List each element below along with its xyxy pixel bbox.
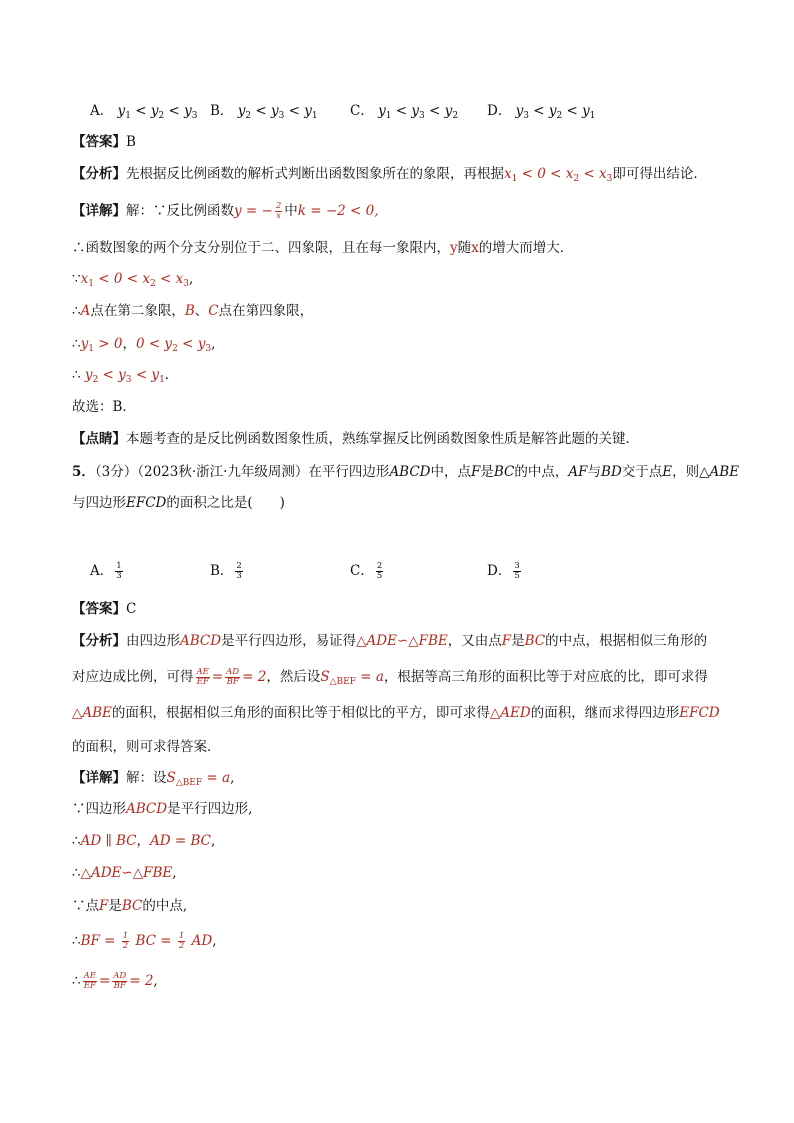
q4-option-a[interactable]: A． $y_1 < y_2 < y_3$ <box>90 103 198 121</box>
q4-option-c-expr: $y_1 < y_3 < y_2$ <box>378 103 459 121</box>
question-meta: （3分）（2023秋·浙江·九年级周测） <box>94 464 309 480</box>
analysis-math: $x_1 < 0 < x_2 < x_3$ <box>504 166 613 184</box>
analysis-tag: 【分析】 <box>72 633 126 649</box>
q4-option-d-expr: $y_3 < y_2 < y_1$ <box>515 103 596 121</box>
q4-option-b-expr: $y_2 < y_3 < y_1$ <box>237 103 318 121</box>
q4-option-b[interactable]: B． $y_2 < y_3 < y_1$ <box>210 103 318 121</box>
q5-option-c[interactable]: C． $\frac{2}{5}$ <box>350 561 383 581</box>
q5-analysis-line-4: 的面积，则可求得答案． <box>72 739 221 755</box>
q4-step-2: $\because x_1 < 0 < x_2 < x_3$, <box>72 271 194 289</box>
q4-step-3: ∴A点在第二象限，B、C点在第四象限， <box>72 303 314 319</box>
q4-step-4: $\therefore y_1 > 0$，$0 < y_2 < y_3$, <box>72 336 216 354</box>
q4-option-c[interactable]: C． $y_1 < y_3 < y_2$ <box>350 103 459 121</box>
q5-analysis-line-1: 【分析】由四边形ABCD是平行四边形，易证得△ADE∽△FBE，又由点F是BC的中点，根据相似三角形的 <box>72 633 708 649</box>
area-expression: $S_{\triangle BEF} = a$ <box>320 669 384 687</box>
q5-option-d-fraction: $\frac{3}{5}$ <box>514 561 520 581</box>
ratio-expression: $\frac{AE}{EF}$ = $\frac{AD}{BF}$ = 2 <box>196 667 267 687</box>
answer-tag: 【答案】 <box>72 601 126 617</box>
q5-option-b[interactable]: B． $\frac{2}{3}$ <box>210 561 242 581</box>
q4-option-a-expr: $y_1 < y_2 < y_3$ <box>117 103 198 121</box>
q5-answer-line <box>72 598 764 620</box>
q4-comment-line: 【点睛】本题考查的是反比例函数图象性质，熟练掌握反比例函数图象性质是解答此题的关键． <box>72 431 639 447</box>
analysis-tag: 【分析】 <box>72 166 126 182</box>
answer-value: B <box>126 134 136 150</box>
q4-answer-line <box>72 131 764 153</box>
q5-option-a-fraction: $\frac{1}{3}$ <box>116 561 122 581</box>
detail-tag: 【详解】 <box>72 203 126 219</box>
detail-tag: 【详解】 <box>72 770 126 786</box>
q5-option-a[interactable]: A． $\frac{1}{3}$ <box>90 561 122 581</box>
answer-tag: 【答案】 <box>72 134 126 150</box>
q5-analysis-line-2: 对应边成比例，可得 $\frac{AE}{EF}$ = $\frac{AD}{BF}$ = 2，然后设$S_{\triangle BEF} = a$，根据等高三角形的面积比等于对应底的比，即可求得 <box>72 667 708 687</box>
function-expression: y = − $\frac{2}{x}$ <box>234 201 282 221</box>
q5-option-c-fraction: $\frac{2}{5}$ <box>376 561 383 581</box>
q5-option-b-fraction: $\frac{2}{3}$ <box>236 561 242 581</box>
q5-detail-line-3: ∴AD ∥ BC，AD = BC, <box>72 833 216 849</box>
q5-stem-line-2: 与四边形EFCD的面积之比是( ) <box>72 495 285 511</box>
answer-value: C <box>126 601 137 617</box>
q5-analysis-line-3: △ABE的面积，根据相似三角形的面积比等于相似比的平方，即可求得△AED的面积，继而求得四边形EFCD <box>72 705 720 721</box>
q4-analysis-line: 【分析】先根据反比例函数的解析式判断出函数图象所在的象限，再根据$x_1 < 0 < x_2 < x_3$即可得出结论． <box>72 166 707 184</box>
q5-stem-line-1: 5．（3分）（2023秋·浙江·九年级周测）在平行四边形ABCD中，点F是BC的中点，AF与BD交于点E，则△ABE <box>72 464 740 480</box>
question-number: 5． <box>72 464 95 480</box>
q4-detail-line: 【详解】解：∵反比例函数y = − $\frac{2}{x}$ 中k = −2 < 0, <box>72 201 379 221</box>
q5-detail-line-5: ∵点F是BC的中点, <box>72 898 188 914</box>
q5-option-d[interactable]: D． $\frac{3}{5}$ <box>487 561 520 581</box>
q5-detail-line-6: ∴BF = $\frac{1}{2}$ BC = $\frac{1}{2}$ AD, <box>72 931 217 951</box>
q5-detail-line-2: ∵四边形ABCD是平行四边形, <box>72 801 253 817</box>
q4-option-d[interactable]: D． $y_3 < y_2 < y_1$ <box>487 103 596 121</box>
comment-tag: 【点睛】 <box>72 431 126 447</box>
q5-detail-line-4: ∴△ADE∽△FBE, <box>72 865 177 881</box>
q4-step-5: ∴ $y_2 < y_3 < y_1$． <box>72 367 179 385</box>
q4-choice: 故选：B． <box>72 399 136 415</box>
q4-step-1: ∴函数图象的两个分支分别位于二、四象限，且在每一象限内，y随x的增大而增大． <box>72 240 574 256</box>
q5-detail-line-1: 【详解】解：设$S_{\triangle BEF} = a$, <box>72 770 235 788</box>
q5-detail-line-7: ∴ $\frac{AE}{EF}$ = $\frac{AD}{BF}$ = 2, <box>72 971 158 991</box>
